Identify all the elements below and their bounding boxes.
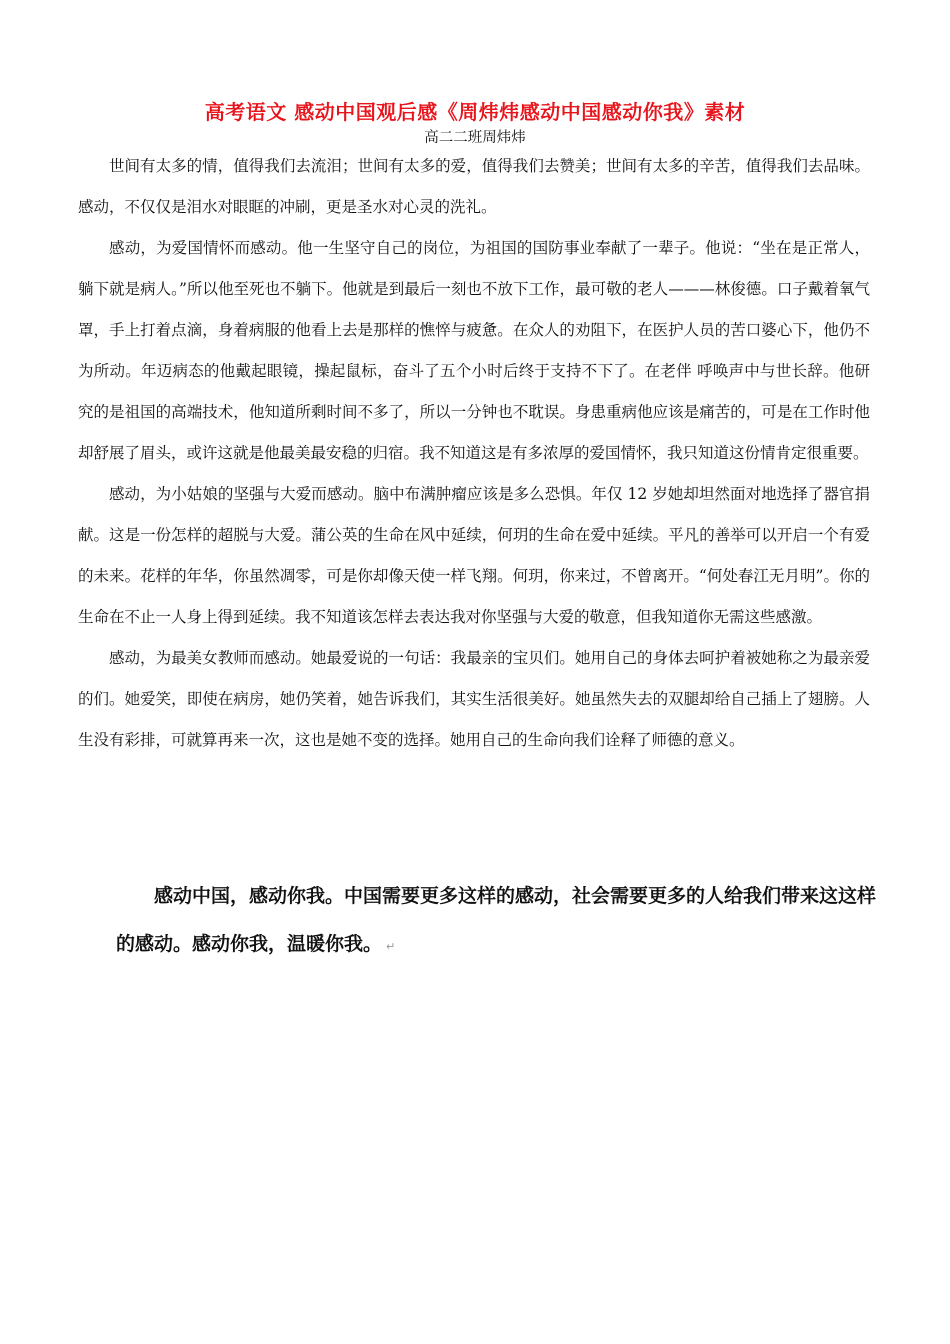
document-title: 高考语文 感动中国观后感《周炜炜感动中国感动你我》素材 <box>204 100 746 124</box>
essay-body <box>78 146 870 761</box>
paragraph-return-mark: ↵ <box>386 940 396 953</box>
closing-statement <box>116 872 880 971</box>
paragraph-lin-junde: 感动，为爱国情怀而感动。他一生坚守自己的岗位，为祖国的国防事业奉献了一辈子。他说：“坐在是正常人，躺下就是病人。”所以他至死也不躺下。他就是到最后一刻也不放下工作，最可敬的老人———林俊德。口子戴着氧气罩，手上打着点滴，身着病服的他看上去是那样的憔悴与疲惫。在众人的劝阻下，在医护人员的苦口婆心下，他仍不为所动。年迈病态的他戴起眼镜，操起鼠标，奋斗了五个小时后终于支持不下了。在老伴 呼唤声中与世长辞。他研究的是祖国的高端技术，他知道所剩时间不多了，所以一分钟也不耽误。身患重病他应该是痛苦的，可是在工作时他却舒展了眉头，或许这就是他最美最安稳的归宿。我不知道这是有多浓厚的爱国情怀，我只知道这份情肯定很重要。 <box>78 239 870 462</box>
paragraph-intro: 世间有太多的情，值得我们去流泪；世间有太多的爱，值得我们去赞美；世间有太多的辛苦，值得我们去品味。感动，不仅仅是泪水对眼眶的冲刷，更是圣水对心灵的洗礼。 <box>78 157 870 216</box>
author-line: 高二二班周炜炜 <box>424 130 526 146</box>
closing-text: 感动中国，感动你我。中国需要更多这样的感动，社会需要更多的人给我们带来这这样的感动。感动你我，温暖你我。 <box>116 885 877 955</box>
paragraph-teacher: 感动，为最美女教师而感动。她最爱说的一句话：我最亲的宝贝们。她用自己的身体去呵护着被她称之为最亲爱的们。她爱笑，即使在病房，她仍笑着，她告诉我们，其实生活很美好。她虽然失去的双腿却给自己插上了翅膀。人生没有彩排，可就算再来一次，这也是她不变的选择。她用自己的生命向我们诠释了师德的意义。 <box>78 649 870 749</box>
paragraph-he-yue: 感动，为小姑娘的坚强与大爱而感动。脑中布满肿瘤应该是多么恐惧。年仅 12 岁她却坦然面对地选择了器官捐献。这是一份怎样的超脱与大爱。蒲公英的生命在风中延续，何玥的生命在爱中延续。平凡的善举可以开启一个有爱的未来。花样的年华，你虽然凋零，可是你却像天使一样飞翔。何玥，你来过，不曾离开。“何处春江无月明”。你的生命在不止一人身上得到延续。我不知道该怎样去表达我对你坚强与大爱的敬意，但我知道你无需这些感激。 <box>78 485 870 626</box>
